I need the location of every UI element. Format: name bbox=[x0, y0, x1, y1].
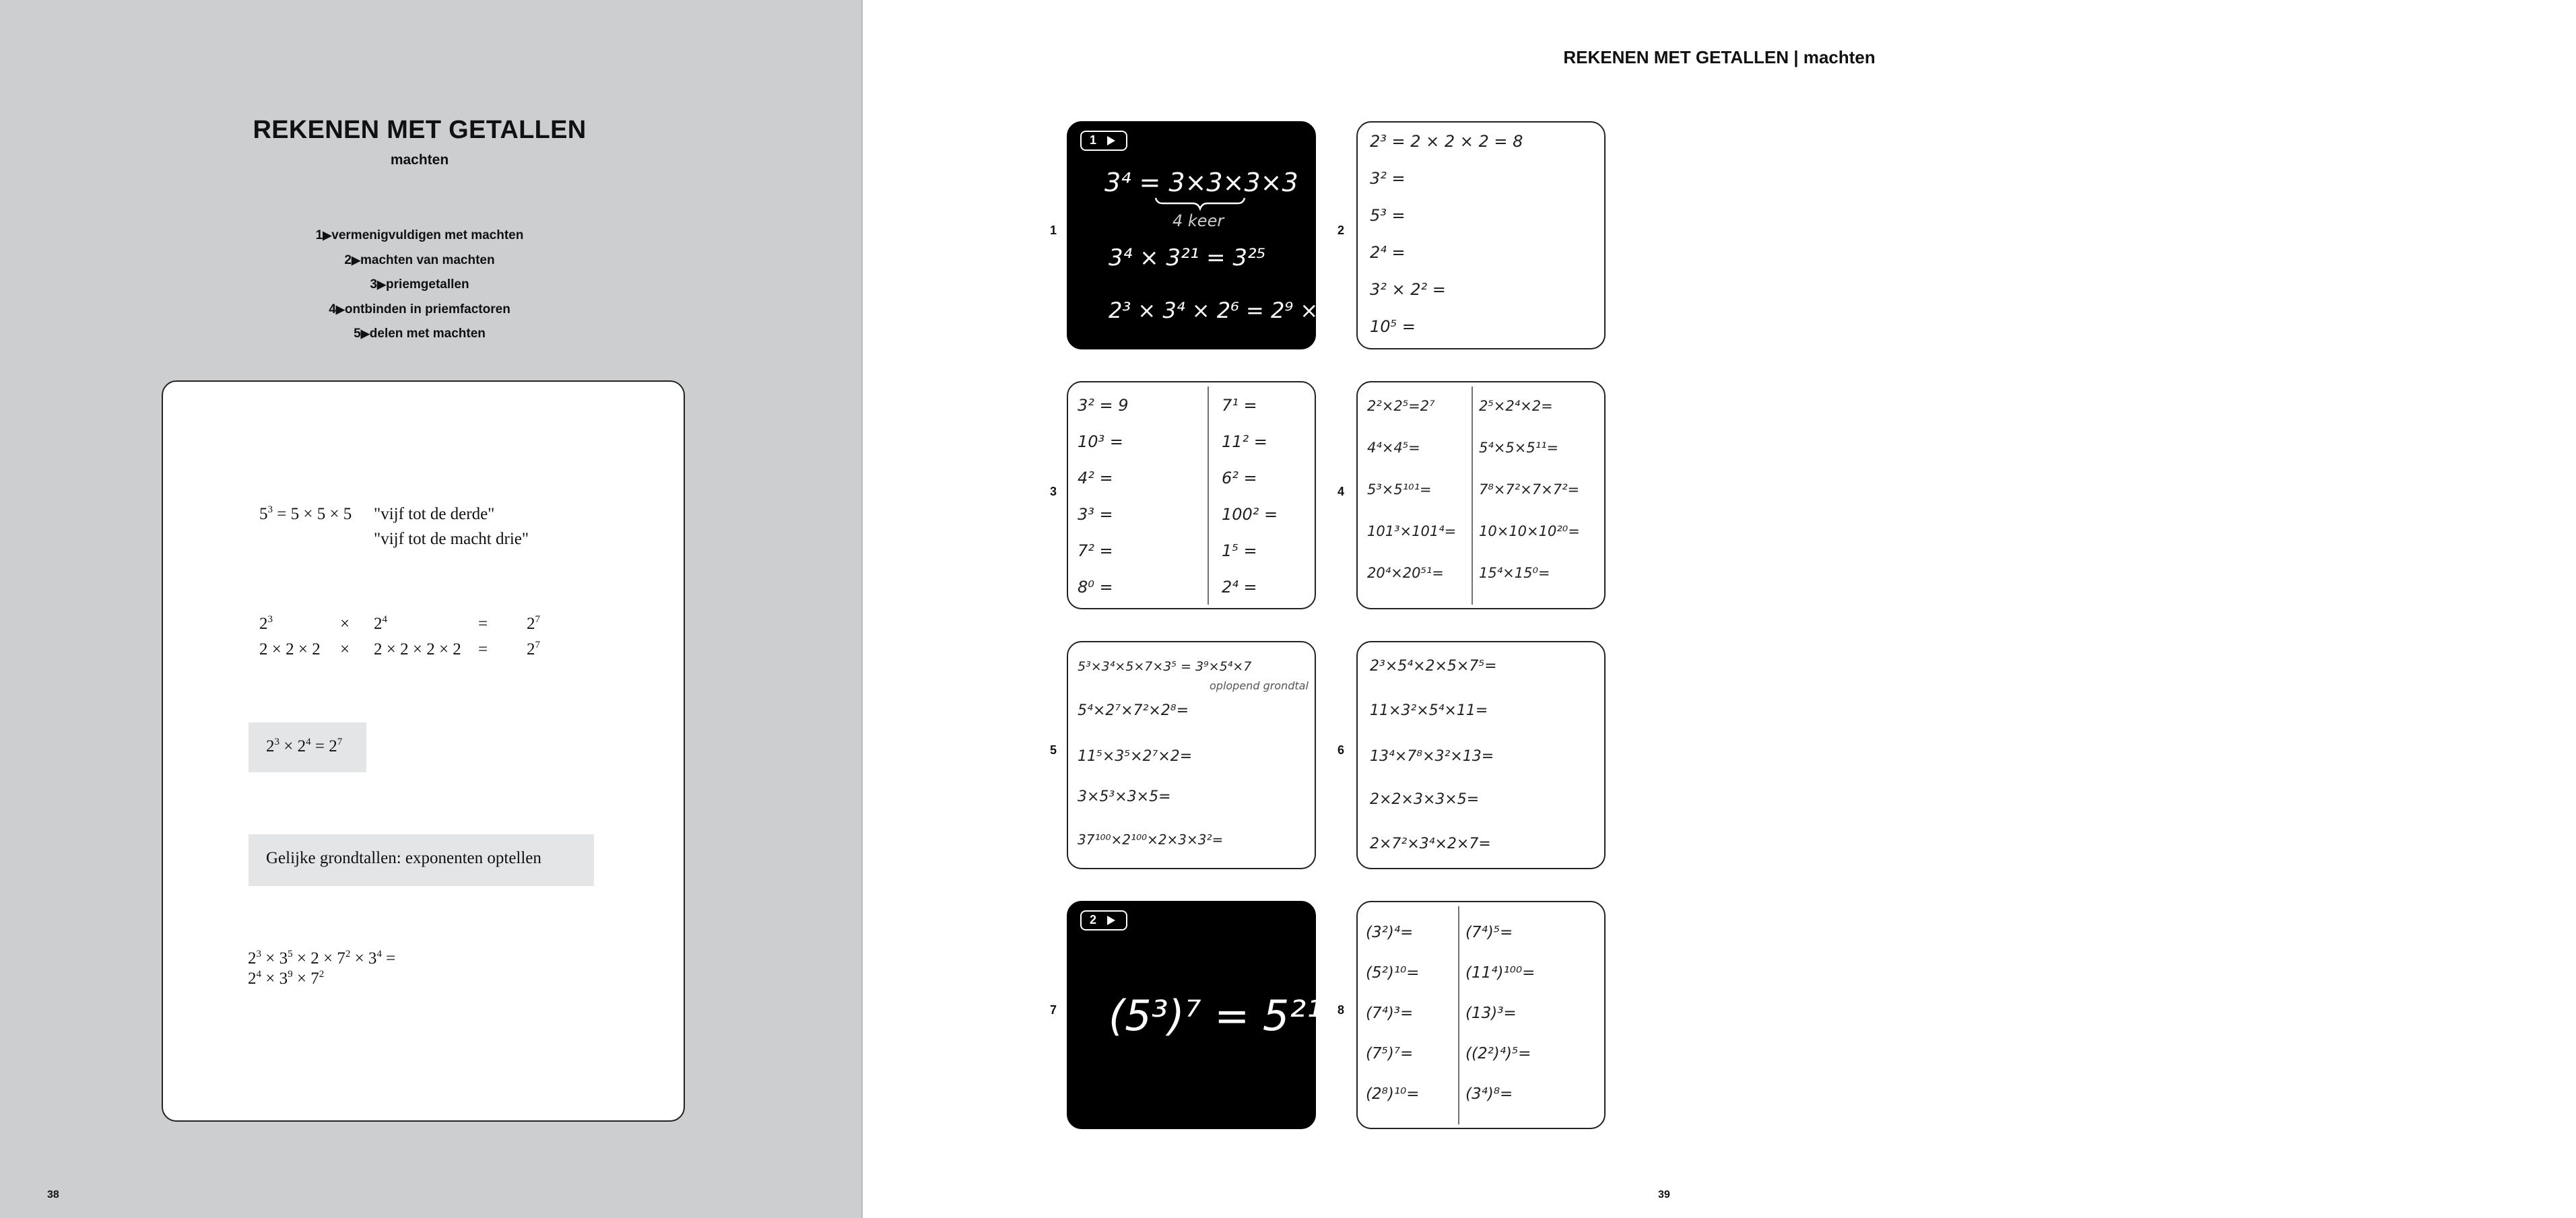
hw-line: 10⁵ = bbox=[1370, 317, 1416, 336]
panel-number: 3 bbox=[1050, 485, 1057, 498]
reading-1: "vijf tot de derde" bbox=[374, 505, 495, 523]
definition-formula: $5^3 = 5 \times 5 \times 5$ bbox=[259, 504, 352, 523]
hw-line: 101³×101⁴= bbox=[1367, 523, 1457, 539]
panel-number: 5 bbox=[1050, 743, 1057, 757]
hw-line: 7² = bbox=[1078, 541, 1113, 560]
blackboard-content bbox=[1068, 902, 1323, 1128]
example-base-1: $2^3$ bbox=[259, 614, 273, 633]
hw-line: (7⁴)³= bbox=[1366, 1005, 1414, 1022]
panel-number: 7 bbox=[1050, 1003, 1057, 1017]
hw-line: (7⁵)⁷= bbox=[1366, 1045, 1414, 1062]
hw-line: 2⁴ = bbox=[1222, 578, 1257, 597]
hw-line: 2×2×3×3×5= bbox=[1370, 791, 1480, 808]
left-page bbox=[0, 0, 861, 1218]
hw-line: 8⁰ = bbox=[1078, 578, 1113, 597]
panel-number: 4 bbox=[1337, 485, 1345, 498]
hw-line: 3² = bbox=[1370, 169, 1406, 188]
blackboard-content bbox=[1068, 123, 1348, 348]
hw-line: 2³ = 2 × 2 × 2 = 8 bbox=[1370, 132, 1523, 151]
hw-line: 5³×3⁴×5×7×3⁵ = 3⁹×5⁴×7 bbox=[1078, 659, 1252, 674]
hw-line: 5⁴×2⁷×7²×2⁸= bbox=[1078, 702, 1189, 719]
hw-line: 3³ = bbox=[1078, 505, 1113, 524]
page-subtitle: machten bbox=[390, 152, 449, 168]
exercise-line-1: $2^3 \times 3^5 \times 2 \times 7^2 \times 3^4$ = bbox=[248, 949, 396, 968]
panel-4-whiteboard bbox=[1356, 381, 1606, 609]
page-header: REKENEN MET GETALLEN | machten bbox=[1563, 47, 1876, 67]
hw-line: 5⁴×5×5¹¹= bbox=[1479, 440, 1559, 456]
expansion-result: $2^7$ bbox=[527, 640, 540, 658]
hw-line: (5²)¹⁰= bbox=[1366, 964, 1420, 982]
hw-line: 2²×2⁵=2⁷ bbox=[1367, 398, 1435, 414]
toc-item[interactable]: 5▶delen met machten bbox=[354, 327, 486, 341]
play-arrow-icon: ▶ bbox=[360, 327, 370, 340]
hw-line: 4² = bbox=[1078, 469, 1113, 487]
rule-text-box bbox=[249, 834, 594, 886]
panel-5-whiteboard bbox=[1067, 641, 1316, 869]
example-base-2: $2^4$ bbox=[374, 614, 387, 633]
page-number: 38 bbox=[47, 1189, 59, 1200]
rule-text: Gelijke grondtallen: exponenten optellen bbox=[266, 849, 541, 867]
example-result: $2^7$ bbox=[527, 614, 540, 633]
panel-number: 8 bbox=[1337, 1003, 1345, 1017]
panel-7-video[interactable] bbox=[1067, 901, 1323, 1129]
rule-formula-box bbox=[249, 722, 366, 772]
hw-line: 5³×5¹⁰¹= bbox=[1367, 481, 1432, 498]
page-title: REKENEN MET GETALLEN bbox=[253, 116, 587, 144]
explanation-card bbox=[162, 380, 685, 1122]
hw-line: 100² = bbox=[1222, 505, 1278, 524]
toc-item[interactable]: 1▶vermenigvuldigen met machten bbox=[315, 228, 524, 242]
panel-8-whiteboard bbox=[1356, 901, 1606, 1129]
hw-line: 10×10×10²⁰= bbox=[1479, 523, 1580, 539]
hw-line: 2⁴ = bbox=[1370, 243, 1406, 262]
toc-item[interactable]: 2▶machten van machten bbox=[344, 252, 495, 267]
hw-line: 1⁵ = bbox=[1222, 541, 1257, 560]
equals-sign: = bbox=[478, 640, 488, 658]
whiteboard-content bbox=[1358, 123, 1604, 348]
hw-line: 3×5³×3×5= bbox=[1078, 788, 1171, 805]
hw-line: 3² × 2² = bbox=[1370, 280, 1446, 299]
hw-line: (7⁴)⁵= bbox=[1465, 924, 1513, 941]
hw-line: 13⁴×7⁸×3²×13= bbox=[1370, 748, 1494, 765]
hw-line: 11×3²×5⁴×11= bbox=[1370, 702, 1488, 719]
hw-line: (11⁴)¹⁰⁰= bbox=[1465, 964, 1535, 982]
times-sign: × bbox=[340, 615, 350, 633]
hw-line: 11² = bbox=[1222, 432, 1267, 451]
hw-line: 5³ = bbox=[1370, 206, 1406, 225]
expansion-1: 2 × 2 × 2 bbox=[259, 640, 321, 658]
hw-line: 2³ × 3⁴ × 2⁶ = 2⁹ × 3⁴ bbox=[1109, 298, 1348, 323]
toc-item[interactable]: 4▶ontbinden in priemfactoren bbox=[329, 302, 510, 316]
page-number: 39 bbox=[1658, 1189, 1670, 1200]
video-badge[interactable]: 1 bbox=[1080, 131, 1127, 151]
exercise-line-2: $2^4 \times 3^9 \times 7^2$ bbox=[248, 969, 325, 988]
table-of-contents bbox=[0, 224, 839, 347]
hw-line: 11⁵×3⁵×2⁷×2= bbox=[1078, 748, 1193, 765]
hw-line: (3⁴)⁸= bbox=[1465, 1085, 1513, 1103]
equals-sign: = bbox=[478, 615, 488, 633]
reading-2: "vijf tot de macht drie" bbox=[374, 530, 529, 548]
times-sign: × bbox=[340, 640, 350, 658]
hw-line: 15⁴×15⁰= bbox=[1479, 565, 1550, 581]
hw-line: 3⁴ × 3²¹ = 3²⁵ bbox=[1109, 244, 1266, 271]
panel-number: 1 bbox=[1050, 224, 1057, 237]
play-arrow-icon: ▶ bbox=[351, 253, 361, 267]
hw-line: 4⁴×4⁵= bbox=[1367, 440, 1420, 456]
hw-line: 2⁵×2⁴×2= bbox=[1479, 398, 1553, 414]
whiteboard-content bbox=[1358, 382, 1604, 608]
hw-line: 7⁸×7²×7×7²= bbox=[1479, 481, 1580, 498]
whiteboard-content bbox=[1358, 642, 1604, 868]
brace bbox=[1156, 198, 1245, 209]
panel-3-whiteboard bbox=[1067, 381, 1316, 609]
panel-number: 2 bbox=[1337, 224, 1345, 237]
hw-line: 7¹ = bbox=[1222, 396, 1257, 415]
hw-line: 3⁴ = 3×3×3×3 bbox=[1104, 168, 1298, 197]
video-badge[interactable]: 2 bbox=[1080, 910, 1127, 931]
play-arrow-icon: ▶ bbox=[323, 229, 332, 242]
hw-line: 20⁴×20⁵¹= bbox=[1367, 565, 1444, 581]
panel-1-video[interactable] bbox=[1067, 121, 1348, 349]
expansion-2: 2 × 2 × 2 × 2 bbox=[374, 640, 461, 658]
panel-2-whiteboard bbox=[1356, 121, 1606, 349]
play-arrow-icon: ▶ bbox=[376, 278, 387, 291]
hw-line: 6² = bbox=[1222, 469, 1257, 487]
hw-line: 10³ = bbox=[1078, 432, 1123, 451]
hw-line: (13)³= bbox=[1465, 1005, 1517, 1022]
hw-line: (5³)⁷ = 5²¹ bbox=[1109, 991, 1323, 1040]
whiteboard-content bbox=[1068, 382, 1315, 608]
hw-line: 3² = 9 bbox=[1078, 396, 1129, 415]
hw-annotation: oplopend grondtal bbox=[1210, 679, 1309, 692]
hw-line: ((2²)⁴)⁵= bbox=[1465, 1045, 1531, 1062]
play-arrow-icon: ▶ bbox=[335, 302, 345, 316]
whiteboard-content bbox=[1358, 902, 1604, 1128]
rule-formula: $2^3 \times 2^4 = 2^7$ bbox=[266, 737, 343, 755]
hw-line: (2⁸)¹⁰= bbox=[1366, 1085, 1420, 1103]
panel-6-whiteboard bbox=[1356, 641, 1606, 869]
hw-annotation: 4 keer bbox=[1173, 211, 1224, 230]
hw-line: 37¹⁰⁰×2¹⁰⁰×2×3×3²= bbox=[1078, 832, 1224, 848]
toc-item[interactable]: 3▶priemgetallen bbox=[370, 277, 469, 292]
panel-number: 6 bbox=[1337, 743, 1345, 757]
hw-line: 2×7²×3⁴×2×7= bbox=[1370, 836, 1491, 852]
hw-line: (3²)⁴= bbox=[1366, 924, 1414, 941]
hw-line: 2³×5⁴×2×5×7⁵= bbox=[1370, 658, 1497, 675]
whiteboard-content bbox=[1068, 642, 1315, 868]
